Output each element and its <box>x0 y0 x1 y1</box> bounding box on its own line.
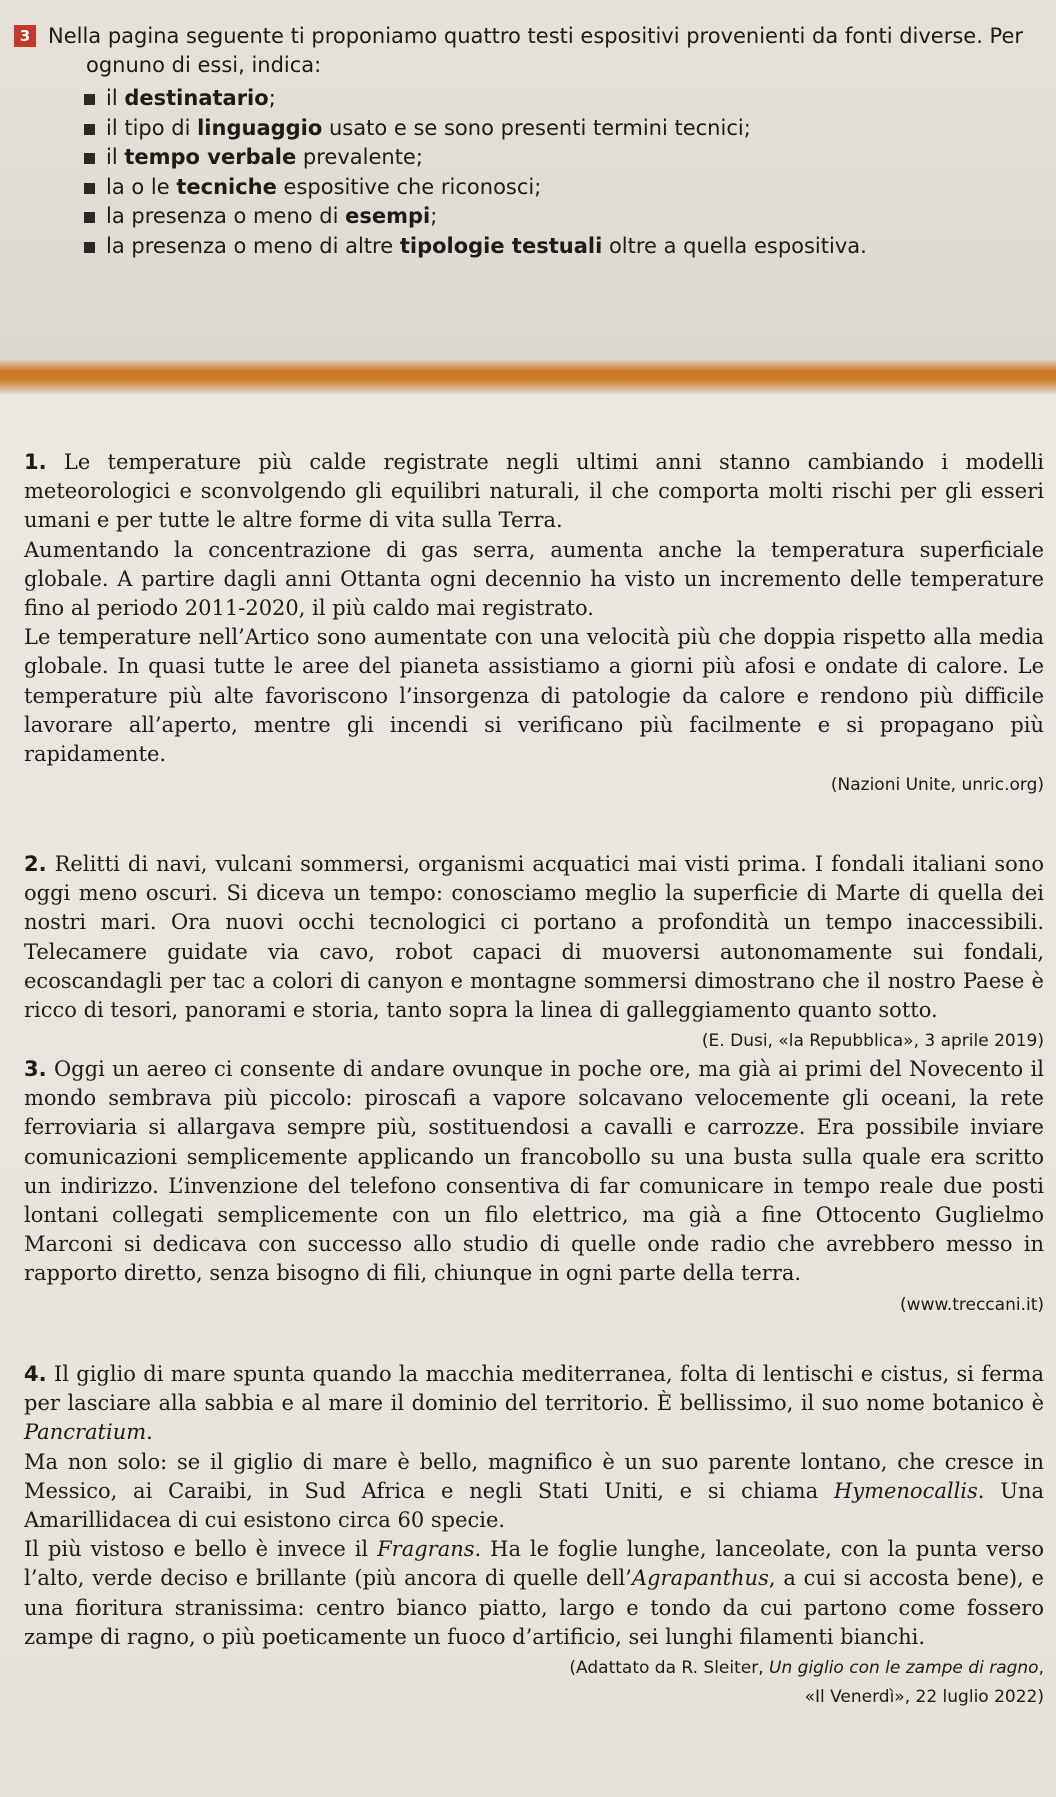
text-number: 4. <box>24 1362 47 1386</box>
text-number: 2. <box>24 852 47 876</box>
paragraph: Il più vistoso e bello è invece il Fragrans. Ha le foglie lunghe, lanceolate, con la punta verso l’alto, verde deciso e brillante (più ancora di quelle dell’Agrapanthus, a cui si accosta bene), e una fioritura stranissima: centro bianco piatto, largo e tondo da cui partono come fossero zampe di ragno, o più poeticamente un fuoco d’artificio, sei lunghi filamenti bianchi. <box>24 1537 1044 1649</box>
exercise-number-badge: 3 <box>14 25 36 47</box>
text-1 <box>24 448 1044 800</box>
paragraph: Le temperature più calde registrate negli ultimi anni stanno cambiando i modelli meteorologici e sconvolgendo gli equilibri naturali, il che comporta molti rischi per gli esseri umani e per tutte le altre forme di vita sulla Terra. <box>24 450 1044 533</box>
list-item: il destinatario; <box>106 84 1044 114</box>
text-4: 4. Il giglio di mare spunta quando la macchia mediterranea, folta di lentischi e cistus, si ferma per lasciare alla sabbia e al mare il dominio del territorio. È bellissimo, il suo nome botanico è Pancratium. Ma non solo: se il giglio di mare è bello, magnifico è un suo parente lontano, che cresce in Messico, ai Caraibi, in Sud Africa e negli Stati Uniti, e si chiama Hymenocallis. Una Amarillidacea di cui esistono circa 60 specie. Il più vistoso e bello è invece il Fragrans. Ha le foglie lunghe, lanceolate, con la punta verso l’alto, verde deciso e brillante (più ancora di quelle dell’Agrapanthus, a cui si accosta bene), e una fioritura stranissima: centro bianco piatto, largo e tondo da cui partono come fossero zampe di ragno, o più poeticamente un fuoco d’artificio, sei lunghi filamenti bianchi. (Adattato da R. Sleiter, Un giglio con le zampe di ragno, «Il Venerdì», 22 luglio 2022) <box>24 1360 1044 1712</box>
list-item: la presenza o meno di esempi; <box>106 202 1044 232</box>
exercise-checklist <box>14 84 1044 261</box>
paragraph: Aumentando la concentrazione di gas serra, aumenta anche la temperatura superficiale globale. A partire dagli anni Ottanta ogni decennio ha visto un incremento delle temperature fino al periodo 2011-2020, il più caldo mai registrato. <box>24 537 1044 621</box>
source-citation: (Adattato da R. Sleiter, Un giglio con le zampe di ragno, «Il Venerdì», 22 luglio 2022) <box>569 1658 1044 1708</box>
text-3 <box>24 1055 1044 1320</box>
paragraph: Ma non solo: se il giglio di mare è bello, magnifico è un suo parente lontano, che cresce in Messico, ai Caraibi, in Sud Africa e negli Stati Uniti, e si chiama Hymenocallis. Una Amarillidacea di cui esistono circa 60 specie. <box>24 1449 1044 1533</box>
source-citation: (Nazioni Unite, unric.org) <box>830 775 1044 796</box>
paragraph: Le temperature nell’Artico sono aumentate con una velocità più che doppia rispetto alla media globale. In quasi tutte le aree del pianeta assistiamo a giorni più afosi e ondate di calore. Le temperature più alte favoriscono l’insorgenza di patologie da calore e rendono più difficile lavorare all’aperto, mentre gli incendi si verificano più facilmente e si propagano più rapidamente. <box>24 625 1044 767</box>
list-item: la presenza o meno di altre tipologie testuali oltre a quella espositiva. <box>106 232 1044 262</box>
source-citation: (E. Dusi, «la Repubblica», 3 aprile 2019) <box>701 1031 1044 1052</box>
source-citation: (www.treccani.it) <box>900 1294 1044 1315</box>
exercise-intro-line1: Nella pagina seguente ti proponiamo quattro testi espositivi provenienti da fonti diverse. Per <box>48 24 1024 48</box>
exercise-instructions <box>14 22 1044 261</box>
paragraph: Relitti di navi, vulcani sommersi, organismi acquatici mai visti prima. I fondali italiani sono oggi meno oscuri. Si diceva un tempo: conosciamo meglio la superficie di Marte di quella dei nostri mari. Ora nuovi occhi tecnologici ci portano a profondità un tempo inaccessibili. Telecamere guidate via cavo, robot capaci di muoversi autonomamente sui fondali, ecoscandagli per tac a colori di canyon e montagne sommersi dimostrano che il nostro Paese è ricco di tesori, panorami e storia, tanto sopra la linea di galleggiamento quanto sotto. <box>24 852 1044 1023</box>
list-item: il tipo di linguaggio usato e se sono presenti termini tecnici; <box>106 114 1044 144</box>
list-item: la o le tecniche espositive che riconosci; <box>106 173 1044 203</box>
page-divider-band <box>0 358 1056 394</box>
text-2 <box>24 850 1044 1056</box>
text-number: 1. <box>24 450 47 474</box>
text-number: 3. <box>24 1057 47 1081</box>
exercise-page <box>0 0 1056 360</box>
exercise-intro-line2: ognuno di essi, indica: <box>86 53 322 77</box>
list-item: il tempo verbale prevalente; <box>106 143 1044 173</box>
paragraph: Oggi un aereo ci consente di andare ovunque in poche ore, ma già ai primi del Novecento il mondo sembrava più piccolo: piroscafi a vapore solcavano velocemente gli oceani, la rete ferroviaria si allargava sempre più, sostituendosi a cavalli e carrozze. Era possibile inviare comunicazioni semplicemente applicando un francobollo su una busta sulla quale era scritto un indirizzo. L’invenzione del telefono consentiva di far comunicare in tempo reale due posti lontani collegati semplicemente con un filo elettrico, ma già a fine Ottocento Guglielmo Marconi si dedicava con successo allo studio di quelle onde radio che avrebbero messo in rapporto diretto, senza bisogno di fili, chiunque in ogni parte della terra. <box>24 1057 1044 1286</box>
